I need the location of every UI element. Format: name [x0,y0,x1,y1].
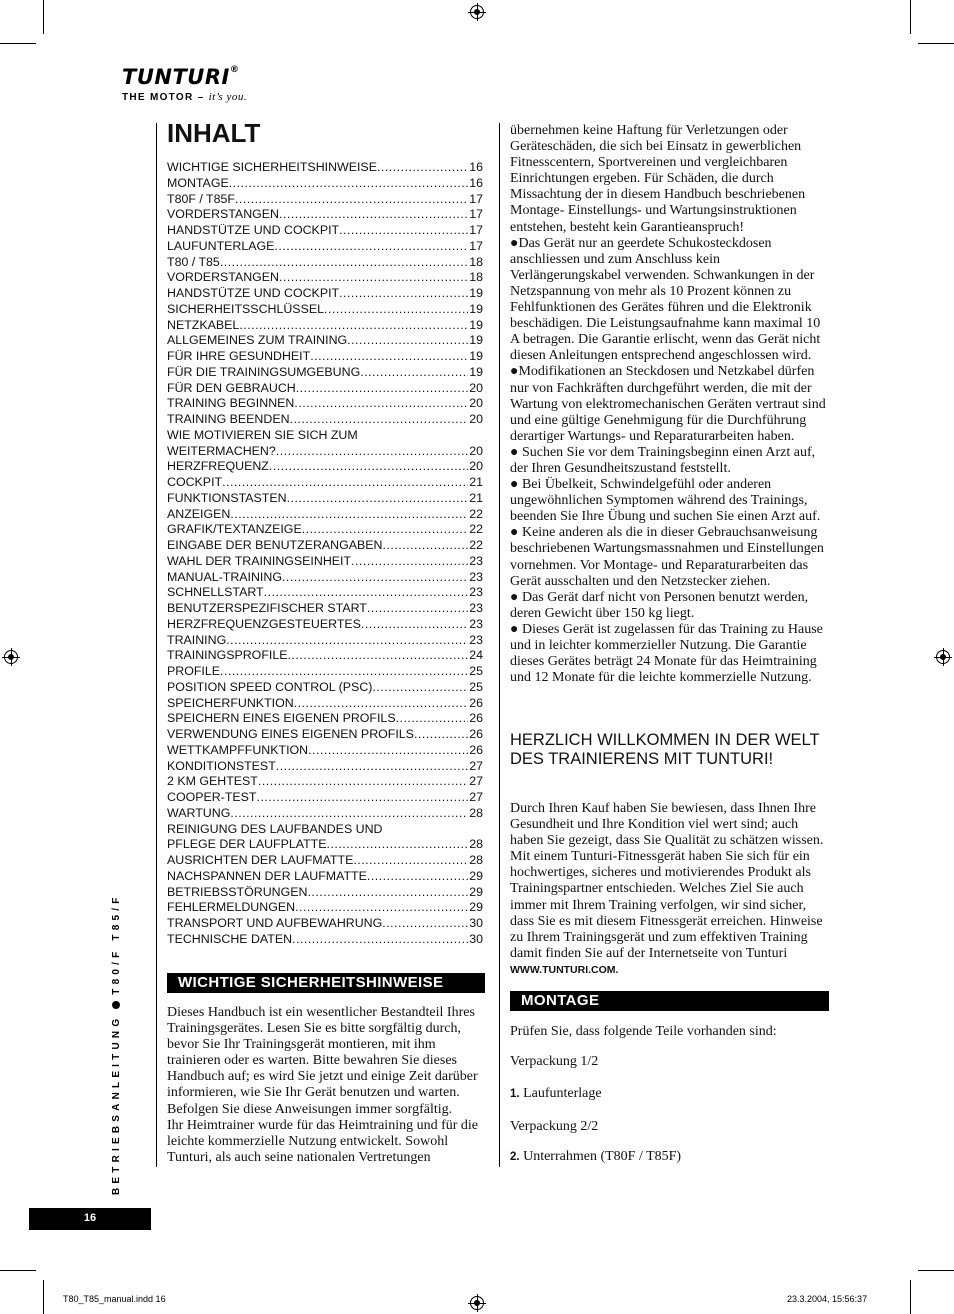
toc-entry [167,822,483,838]
toc-entry-page: 26 [469,742,483,757]
toc-entry-page: 23 [469,569,483,584]
toc-entry-title: TRAINING [167,632,227,647]
bullet-icon: ● [510,621,522,637]
toc-entry [167,491,483,507]
toc-entry [167,743,483,759]
toc-entry-title: BENUTZERSPEZIFISCHER START [167,601,367,615]
footer-filename: T80_T85_manual.indd 16 [63,1294,166,1304]
toc-entry [167,412,483,428]
safety-continued-block [510,123,830,686]
toc-entry-page: 23 [469,632,483,647]
safety-bullet [510,590,830,622]
crop-mark [0,1270,36,1271]
toc-entry-page: 26 [469,727,483,741]
toc-entry-title: POSITION SPEED CONTROL (PSC) [167,679,373,694]
toc-entry-title: PFLEGE DER LAUFPLATTE [167,837,327,852]
safety-bullet-text: Dieses Gerät ist zugelassen für das Training zu Hause und in leichter kommerzieller Nutzung. Die Garantie dieses Gerätes beträgt 24 Monate für das Heimtraining und 12 Monate für die leichte kommerzielle Nutzung. [510,621,823,686]
toc-entry-title: TRAINING BEGINNEN [167,396,295,411]
toc-entry-title: FEHLERMELDUNGEN [167,900,296,915]
toc-entry-title: FÜR DEN GEBRAUCH [167,380,296,395]
toc-entry-page: 19 [469,317,483,332]
toc-entry-title: GRAFIK/TEXTANZEIGE [167,522,302,537]
toc-entry [167,444,483,460]
bullet-icon: ● [510,444,522,460]
registration-mark-icon [936,650,950,664]
toc-entry-page: 23 [469,585,483,600]
toc-leader-dots [308,743,468,759]
toc-entry-page: 26 [469,711,483,726]
toc-entry-page: 30 [469,916,483,930]
toc-entry-page: 27 [469,774,483,789]
toc-leader-dots [287,648,468,664]
toc-leader-dots [383,538,469,554]
toc-entry [167,585,483,601]
side-label [111,893,122,1195]
safety-bullet [510,525,830,589]
toc-entry-title: T80 / T85 [167,254,220,269]
toc-leader-dots [367,869,468,885]
toc-entry [167,680,483,696]
toc-entry-page: 23 [469,601,483,615]
toc-entry-page: 18 [469,254,483,269]
crop-mark [918,1270,954,1271]
page-number: 16 [29,1208,151,1230]
toc-entry-page: 22 [469,522,483,537]
toc-leader-dots [360,365,468,381]
registration-mark-icon [470,5,484,19]
toc-entry [167,239,483,255]
toc-leader-dots [220,664,468,680]
tagline-caps: THE MOTOR [122,92,194,103]
safety-bullet-text: Bei Übelkeit, Schwindelgefühl oder anderen ungewöhnlichen Symptomen während des Trainings, beenden Sie Ihre Übung und suchen Sie einen Arzt auf. [510,477,821,525]
toc-entry-title: TRAINING BEENDEN [167,412,290,426]
toc-leader-dots [367,601,468,617]
toc-entry-title: LAUFUNTERLAGE [167,238,275,253]
toc-entry-title: WICHTIGE SICHERHEITSHINWEISE [167,160,377,174]
tagline-dash: – [197,92,205,103]
toc-entry-title: ANZEIGEN [167,506,231,521]
toc-leader-dots [396,711,469,727]
toc-title: INHALT [167,118,261,148]
toc-entry-page: 19 [469,301,483,316]
safety-bullet-text: Modifikationen an Steckdosen und Netzkabel dürfen nur von Fachkräften durchgeführt werden, die mit der Wartung von elektromechanischen Geräten vertraut sind und eine gültige Genehmigung für die Durchführung derartiger Wartungs- und Reparaturarbeiten haben. [510,364,826,444]
toc-leader-dots [294,396,468,412]
part-item-2 [510,1149,830,1165]
toc-leader-dots [324,302,468,318]
toc-entry [167,570,483,586]
logo-wordmark: TUNTURI [122,65,230,89]
toc-entry [167,869,483,885]
toc-leader-dots [353,853,468,869]
toc-leader-dots [377,160,468,176]
toc-entry [167,365,483,381]
toc-leader-dots [279,207,468,223]
toc-entry [167,207,483,223]
toc-entry-title: TRANSPORT UND AUFBEWAHRUNG [167,916,383,930]
montage-heading: MONTAGE [510,991,829,1011]
safety-bullet-text: Suchen Sie vor dem Trainingsbeginn einen Arzt auf, der Ihren Gesundheitszustand feststellt. [510,444,816,476]
toc-leader-dots [290,412,469,428]
toc-entry-title: REINIGUNG DES LAUFBANDES UND [167,821,383,836]
toc-entry [167,790,483,806]
toc-entry-title: COOPER-TEST [167,790,257,804]
welcome-block [510,801,830,978]
toc-leader-dots [282,570,468,586]
toc-entry-page: 25 [469,679,483,694]
toc-entry-title: SICHERHEITSSCHLÜSSEL [167,301,324,316]
toc-entry-title: NETZKABEL [167,317,240,332]
toc-entry-title: SCHNELLSTART [167,585,264,600]
toc-leader-dots [302,522,468,538]
toc-entry-title: 2 KM GEHTEST [167,774,258,789]
toc-entry-title: MANUAL-TRAINING [167,569,282,584]
toc-entry-title: HERZFREQUENZ [167,459,269,474]
column-rule [156,123,157,1167]
toc-entry [167,759,483,775]
toc-entry-page: 20 [469,396,483,411]
toc-entry [167,601,483,617]
safety-bullet [510,477,830,525]
toc-entry-title: FUNKTIONSTASTEN [167,490,287,505]
toc-entry [167,554,483,570]
toc-entry-page: 30 [469,931,483,946]
part-number: 1. [510,1088,520,1100]
part-name: Laufunterlage [523,1086,602,1101]
toc-leader-dots [257,790,469,806]
toc-entry-title: WAHL DER TRAININGSEINHEIT [167,553,352,568]
toc-entry-title: BETRIEBSSTÖRUNGEN [167,884,308,899]
toc-entry-title: VERWENDUNG EINES EIGENEN PROFILS [167,727,414,741]
toc-entry [167,617,483,633]
toc-entry-page: 28 [469,805,483,820]
welcome-body: Durch Ihren Kauf haben Sie bewiesen, dass Ihnen Ihre Gesundheit und Ihre Kondition viel wert sind; auch haben Sie gezeigt, dass Sie Qualität zu schätzen wissen. Mit einem Tunturi-Fitnessgerät haben Sie sich für ein hochwertiges, sicheres und motivierendes Produkt als Trainingspartner entschieden. Welches Ziel Sie auch immer mit Ihrem Training verfolgen, wir sind sicher, dass Sie es mit diesem Fitnessgerät erreichen. Hinweise zu Ihrem Trainingsgerät und zum effektiven Training damit finden Sie auf der Internetseite von Tunturi [510,801,824,961]
toc-entry [167,286,483,302]
bullet-icon: ● [510,364,519,380]
toc-entry-page: 17 [469,238,483,253]
toc-entry [167,900,483,916]
toc-entry-page: 19 [469,364,483,379]
toc-entry-page: 17 [469,207,483,222]
toc-leader-dots [258,774,468,790]
bullet-icon: ● [510,525,522,541]
toc-entry-title: VORDERSTANGEN [167,207,279,222]
toc-entry-page: 17 [469,191,483,206]
toc-leader-dots [339,223,468,239]
toc-entry [167,806,483,822]
toc-entry-page: 24 [469,648,483,663]
side-label-manual: BETRIEBSANLEITUNG [111,1014,122,1195]
toc-leader-dots [292,932,468,948]
toc-entry [167,837,483,853]
toc-entry-title: TRAININGSPROFILE [167,648,288,663]
toc-entry-page: 27 [469,758,483,773]
toc-entry-title: HANDSTÜTZE UND COCKPIT [167,223,340,237]
toc-entry [167,302,483,318]
crop-mark [0,43,36,44]
toc-entry [167,192,483,208]
toc-leader-dots [361,617,468,633]
toc-entry-page: 25 [469,664,483,678]
toc-entry [167,916,483,932]
toc-entry-title: WIE MOTIVIEREN SIE SICH ZUM [167,427,358,442]
toc-entry-page: 20 [469,412,483,426]
toc-entry-title: FÜR DIE TRAININGSUMGEBUNG [167,364,361,379]
safety-bullet-text: Das Gerät nur an geerdete Schukosteckdosen anschliessen und zum Anschluss kein Verlängerungskabel verwenden. Schwankungen in der Netzspannung von mehr als 10 Prozent können zu Fehlfunktionen des Gerätes führen und die Elektronik beschädigen. Die Leistungsaufnahme kann maximal 10 A betragen. Die Garantie erlischt, wenn das Gerät nicht diesen Anleitungen entsprechend angeschlossen wird. [510,235,821,364]
toc-leader-dots [351,554,468,570]
toc-entry [167,932,483,948]
toc-leader-dots [222,475,468,491]
toc-entry [167,522,483,538]
safety-intro: Dieses Handbuch ist ein wesentlicher Bestandteil Ihres Trainingsgerätes. Lesen Sie es bitte sorgfältig durch, bevor Sie Ihr Trainingsgerät montieren, mit ihm trainieren oder es warten. Bitte bewahren Sie dieses Handbuch auf; es wird Sie jetzt und einige Zeit darüber informieren, wie Sie Ihr Gerät benutzen und warten. Befolgen Sie diese Anweisungen immer sorgfältig. [167,1005,478,1117]
toc-leader-dots [382,916,468,932]
toc-entry [167,885,483,901]
toc-leader-dots [307,885,468,901]
package-1-label: Verpackung 1/2 [510,1054,599,1069]
toc-leader-dots [276,759,468,775]
toc-entry-page: 19 [469,333,483,348]
toc-entry-page: 19 [469,286,483,300]
toc-entry [167,176,483,192]
footer-timestamp: 23.3.2004, 15:56:37 [787,1294,868,1304]
safety-bullet [510,445,830,477]
toc-entry-page: 29 [469,900,483,915]
toc-entry [167,853,483,869]
toc-leader-dots [235,192,468,208]
safety-bullet [510,622,830,686]
toc-entry [167,538,483,554]
toc-entry-page: 29 [469,884,483,899]
toc-leader-dots [279,270,468,286]
toc-entry-title: COCKPIT [167,475,223,489]
toc-entry-page: 20 [469,380,483,395]
toc-entry [167,664,483,680]
toc-entry-page: 19 [469,349,483,363]
toc-entry [167,349,483,365]
toc-entry-page: 23 [469,553,483,568]
toc-entry-title: ALLGEMEINES ZUM TRAINING [167,333,348,348]
registration-mark-icon [4,650,18,664]
bullet-icon: ● [510,477,522,493]
toc-entry-title: TECHNISCHE DATEN [167,931,293,946]
crop-mark [43,1280,44,1314]
toc-entry [167,318,483,334]
toc-entry [167,633,483,649]
toc-entry [167,333,483,349]
crop-mark [910,1280,911,1314]
toc-entry-page: 27 [469,790,483,804]
toc-leader-dots [414,727,468,743]
toc-leader-dots [229,176,468,192]
toc-leader-dots [327,837,469,853]
toc-entry-title: WARTUNG [167,805,231,820]
toc-entry-title: VORDERSTANGEN [167,270,279,285]
toc-leader-dots [339,286,468,302]
toc-leader-dots [347,333,468,349]
toc-entry-title: PROFILE [167,664,221,678]
column-rule [499,123,500,1167]
toc-leader-dots [269,459,468,475]
part-name: Unterrahmen (T80F / T85F) [523,1149,682,1164]
safety-continued: übernehmen keine Haftung für Verletzungen oder Geräteschäden, die sich bei Einsatz in gewerblichen Fitnesscentern, Sportvereinen und vergleichbaren Einrichtungen ergeben. Für Schäden, die durch Missachtung der in diesem Handbuch beschriebenen Montage- Einstellungs- und Wartungsinstruktionen entstehen, besteht kein Garantieanspruch! [510,123,806,235]
toc-leader-dots [310,349,468,365]
toc-entry [167,774,483,790]
toc-entry [167,381,483,397]
toc-entry [167,696,483,712]
toc-entry-title: FÜR IHRE GESUNDHEIT [167,349,311,363]
toc-entry [167,396,483,412]
toc-entry-page: 23 [469,616,483,631]
toc-entry [167,648,483,664]
toc-entry-page: 21 [469,475,483,489]
part-number: 2. [510,1151,520,1163]
registered-mark: ® [229,65,240,75]
tagline-italic: it’s you. [208,91,248,103]
safety-bullet [510,364,830,444]
toc-leader-dots [274,239,468,255]
toc-entry-title: SPEICHERN EINES EIGENEN PROFILS [167,711,396,726]
toc-leader-dots [276,444,468,460]
toc-entry-page: 18 [469,270,483,285]
toc-leader-dots [220,255,468,271]
toc-entry [167,711,483,727]
toc-entry [167,270,483,286]
toc-leader-dots [264,585,469,601]
toc-entry-page: 16 [469,160,483,174]
safety-heading: WICHTIGE SICHERHEITSHINWEISE [167,973,485,993]
package-2-label: Verpackung 2/2 [510,1119,599,1134]
tunturi-website-link[interactable]: WWW.TUNTURI.COM. [510,963,619,976]
toc-entry [167,428,483,444]
toc-leader-dots [287,491,469,507]
toc-entry-title: HERZFREQUENZGESTEUERTES [167,616,361,631]
bullet-dot-icon [112,1001,120,1009]
toc-entry-page: 29 [469,868,483,883]
toc-entry-title: KONDITIONSTEST [167,758,276,773]
toc-entry [167,475,483,491]
registration-mark-icon [470,1296,484,1310]
toc-entry [167,160,483,176]
bullet-icon: ● [510,235,519,251]
toc-entry-title: HANDSTÜTZE UND COCKPIT [167,286,340,300]
toc-entry-title: AUSRICHTEN DER LAUFMATTE [167,853,354,867]
table-of-contents [167,160,483,948]
toc-entry-title: SPEICHERFUNKTION [167,695,294,710]
part-item-1 [510,1086,830,1102]
toc-entry-title: WETTKAMPFFUNKTION [167,742,309,757]
toc-entry-page: 28 [469,853,483,867]
toc-leader-dots [294,696,469,712]
toc-entry [167,727,483,743]
toc-entry [167,223,483,239]
toc-entry-title: T80F / T85F [167,191,235,206]
toc-entry-page: 17 [469,223,483,237]
tunturi-logo [122,65,247,103]
welcome-heading: HERZLICH WILLKOMMEN IN DER WELT DES TRAINIERENS MIT TUNTURI! [510,731,820,768]
toc-entry-page: 20 [469,443,483,458]
toc-entry-page: 16 [469,175,483,190]
side-label-model: T80/F T85/F [111,893,122,995]
toc-entry-title: WEITERMACHEN? [167,443,276,458]
toc-entry-page: 22 [469,538,483,552]
safety-bullet [510,236,830,365]
toc-leader-dots [230,507,468,523]
safety-intro-2: Ihr Heimtrainer wurde für das Heimtraining und für die leichte kommerzielle Nutzung entwickelt. Sowohl Tunturi, als auch seine nationalen Vertretungen [167,1117,479,1165]
toc-entry-title: NACHSPANNEN DER LAUFMATTE [167,868,367,883]
toc-leader-dots [372,680,468,696]
toc-entry [167,459,483,475]
safety-intro-block [167,1005,485,1166]
toc-entry [167,507,483,523]
toc-leader-dots [230,806,468,822]
toc-entry-title: MONTAGE [167,175,229,190]
crop-mark [918,43,954,44]
toc-entry-page: 21 [469,490,483,505]
toc-entry [167,255,483,271]
toc-leader-dots [239,318,468,334]
toc-entry-page: 28 [469,837,483,852]
safety-bullet-text: Das Gerät darf nicht von Personen benutzt werden, deren Gewicht über 150 kg liegt. [510,589,809,621]
toc-leader-dots [226,633,468,649]
crop-mark [43,0,44,34]
bullet-icon: ● [510,589,522,605]
toc-entry-page: 22 [469,506,483,521]
crop-mark [910,0,911,34]
safety-bullet-text: Keine anderen als die in dieser Gebrauchsanweisung beschriebenen Wartungsmassnahmen und Einstellungen vornehmen. Vor Montage- und Reparaturarbeiten das Gerät ausschalten und den Netzstecker ziehen. [510,525,824,589]
toc-entry-page: 20 [469,459,483,474]
toc-leader-dots [295,900,468,916]
toc-leader-dots [296,381,468,397]
montage-intro: Prüfen Sie, dass folgende Teile vorhanden sind: [510,1024,777,1039]
toc-entry-page: 26 [469,695,483,710]
toc-entry-title: EINGABE DER BENUTZERANGABEN [167,538,383,552]
